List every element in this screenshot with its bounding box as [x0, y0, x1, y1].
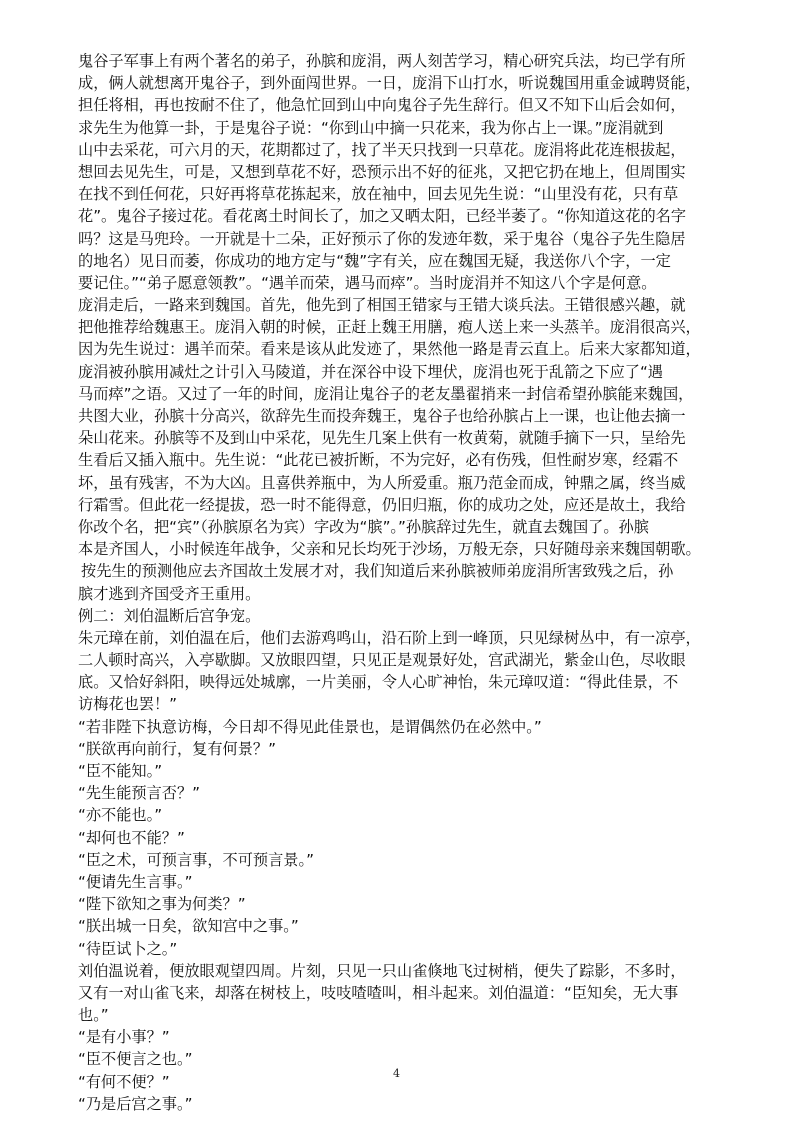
text-line: 庞涓被孙膑用减灶之计引入马陵道，并在深谷中设下埋伏，庞涓也死于乱箭之下应了“遇	[78, 362, 663, 381]
text-line: 担任将相，再也按耐不住了，他急忙回到山中向鬼谷子先生辞行。但又不知下山后会如何，	[78, 96, 686, 115]
text-line: 行霜雪。但此花一经提拔，恐一时不能得意，仍旧归瓶，你的成功之处，应还是故土，我给	[78, 495, 686, 514]
dialogue-line: “若非陛下执意访梅，今日却不得见此佳景也，是谓偶然仍在必然中。”	[78, 717, 542, 736]
text-line: 朵山花来。孙膑等不及到山中采花，见先生几案上供有一枚黄菊，就随手摘下一只，呈给先	[78, 429, 686, 448]
text-line: 成，俩人就想离开鬼谷子，到外面闯世界。一日，庞涓下山打水，听说魏国用重金诚聘贤能，	[78, 74, 701, 93]
text-line: 庞涓走后，一路来到魏国。首先，他先到了相国王错家与王错大谈兵法。王错很感兴趣，就	[78, 296, 686, 315]
dialogue-line: “臣不便言之也。”	[78, 1050, 193, 1069]
text-line: 底。又恰好斜阳，映得远处城廓，一片美丽，令人心旷神怡，朱元璋叹道：“得此佳景，不	[78, 673, 679, 692]
text-line: 二人顿时高兴，入亭歇脚。又放眼四望，只见正是观景好处，宫武湖光，紫金山色，尽收眼	[78, 651, 686, 670]
dialogue-line: “先生能预言否？”	[78, 784, 201, 803]
text-line: 生看后又插入瓶中。先生说：“此花已被折断，不为完好，必有伤残，但性耐岁寒，经霜不	[78, 451, 679, 470]
text-line: 坏，虽有残害，不为大凶。且喜供养瓶中，为人所爱重。瓶乃范金而成，钟鼎之属，终当威	[78, 473, 686, 492]
dialogue-line: “亦不能也。”	[78, 806, 163, 825]
text-line: 在找不到任何花，只好再将草花拣起来，放在袖中，回去见先生说：“山里没有花，只有草	[78, 185, 679, 204]
dialogue-line: “有何不便？”	[78, 1072, 170, 1091]
text-line: 求先生为他算一卦，于是鬼谷子说：“你到山中摘一只花来，我为你占上一课。”庞涓就到	[78, 118, 664, 137]
text-line: 要记住。”“弟子愿意领教”。“遇羊而荣，遇马而瘁”。当时庞涓并不知这八个字是何意。	[78, 273, 657, 292]
text-line: 的地名）见日而萎，你成功的地方定与“魏”字有关，应在魏国无疑，我送你八个字，一定	[78, 251, 671, 270]
dialogue-line: “却何也不能？”	[78, 828, 185, 847]
text-line: 访梅花也罢！”	[78, 695, 177, 714]
section-heading: 例二：刘伯温断后宫争宠。	[78, 606, 261, 625]
text-line: 按先生的预测他应去齐国故土发展才对，我们知道后来孙膑被师弟庞涓所害致残之后，孙	[81, 562, 674, 581]
text-line: 朱元璋在前，刘伯温在后，他们去游鸡鸣山，沿石阶上到一峰顶，只见绿树丛中，有一凉亭，	[78, 628, 701, 647]
text-line: 想回去见先生，可是，又想到草花不好，恐预示出不好的征兆，又把它扔在地上，但周围实	[78, 162, 686, 181]
text-line: 鬼谷子军事上有两个著名的弟子，孙膑和庞涓，两人刻苦学习，精心研究兵法，均已学有所	[78, 52, 686, 70]
text-line: 把他推荐给魏惠王。庞涓入朝的时候，正赶上魏王用膳，疱人送上来一头蒸羊。庞涓很高兴，	[78, 318, 701, 337]
text-line: 你改个名，把“宾”（孙膑原名为宾）字改为“膑”。”孙膑辞过先生，就直去魏国了。孙膑	[78, 517, 649, 536]
text-line: 花”。鬼谷子接过花。看花离土时间长了，加之又晒太阳，已经半萎了。“你知道这花的名字	[78, 207, 687, 226]
text-line: 本是齐国人，小时候连年战争，父亲和兄长均死于沙场，万般无奈，只好随母亲来魏国朝歌。	[78, 540, 701, 559]
page-number: 4	[393, 1067, 400, 1080]
text-line: 马而瘁”之语。又过了一年的时间，庞涓让鬼谷子的老友墨翟捎来一封信希望孙膑能来魏国，	[78, 384, 694, 403]
dialogue-line: “是有小事？”	[78, 1028, 170, 1047]
text-line: 膑才逃到齐国受齐王重用。	[78, 584, 261, 603]
dialogue-line: “陛下欲知之事为何类？”	[78, 895, 246, 914]
dialogue-line: “朕欲再向前行，复有何景？”	[78, 739, 276, 758]
text-line: 因为先生说过：遇羊而荣。看来是该从此发迹了，果然他一路是青云直上。后来大家都知道，	[78, 340, 701, 359]
dialogue-line: “朕出城一日矣，欲知宫中之事。”	[78, 917, 299, 936]
text-line: 也。”	[78, 1006, 109, 1025]
text-line: 又有一对山雀飞来，却落在树枝上，吱吱喳喳叫，相斗起来。刘伯温道：“臣知矣，无大事	[78, 983, 679, 1002]
text-line: 吗？这是马兜玲。一开就是十二朵，正好预示了你的发迹年数，采于鬼谷（鬼谷子先生隐居	[78, 229, 686, 248]
dialogue-line: “臣不能知。”	[78, 762, 163, 780]
text-line: 山中去采花，可六月的天，花期都过了，找了半天只找到一只草花。庞涓将此花连根拔起，	[78, 140, 686, 159]
dialogue-line: “乃是后宫之事。”	[78, 1094, 193, 1113]
text-line: 刘伯温说着，便放眼观望四周。片刻，只见一只山雀倏地飞过树梢，便失了踪影，不多时，	[78, 961, 686, 980]
text-line: 共图大业，孙膑十分高兴，欲辞先生而投奔魏王，鬼谷子也给孙膑占上一课，也让他去摘一	[78, 407, 686, 425]
dialogue-line: “便请先生言事。”	[78, 872, 193, 891]
body-text	[78, 50, 718, 1115]
dialogue-line: “待臣试卜之。”	[78, 939, 178, 958]
dialogue-line: “臣之术，可预言事，不可预言景。”	[78, 850, 314, 869]
